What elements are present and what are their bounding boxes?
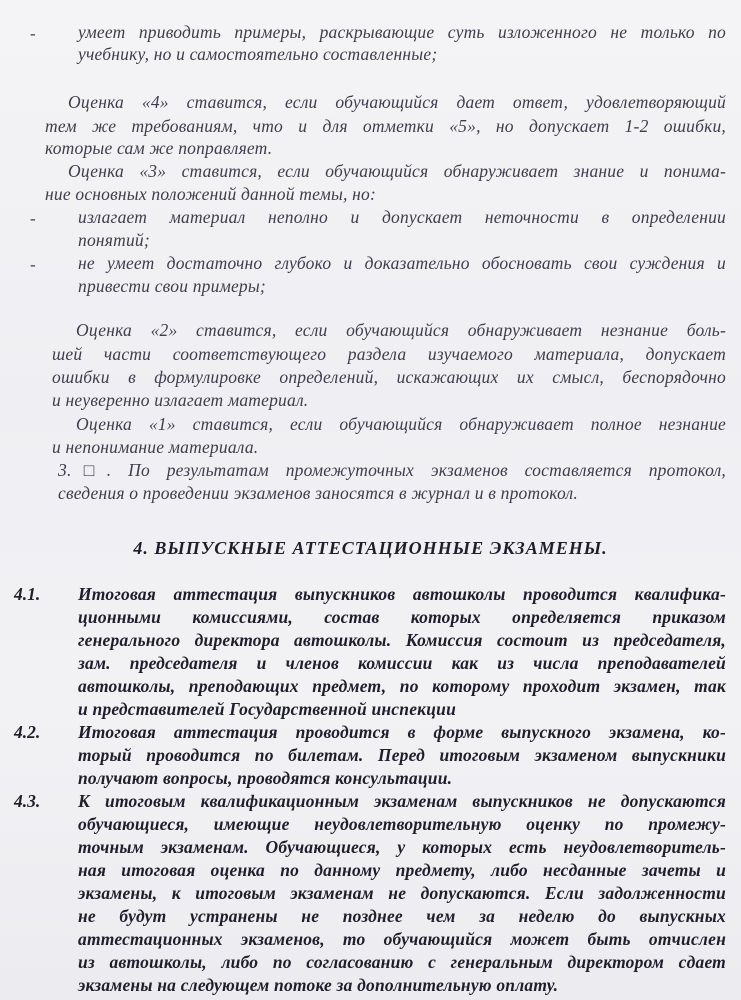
- list-dash: -: [30, 209, 36, 228]
- list-item-text: привести свои примеры;: [78, 276, 266, 296]
- paragraph-line: ошибки в формулировке определений, искажающих их смысл, беспорядочно: [52, 367, 726, 387]
- list-item-text: умеет приводить примеры, раскрывающие суть изложенного не только по: [78, 22, 726, 42]
- item-line: экзамены, к итоговым экзаменам не допускаются. Если задолженности: [78, 883, 726, 903]
- item-line: не будут устранены не позднее чем за неделю до выпускных: [78, 906, 726, 926]
- paragraph-line: Оценка «3» ставится, если обучающийся обнаруживает знание и понима-: [68, 161, 726, 181]
- paragraph-line: шей части соответствующего раздела изучаемого материала, допускает: [52, 344, 726, 364]
- item-line: точным экзаменам. Обучающиеся, у которых есть неудовлетворитель-: [78, 837, 726, 857]
- paragraph-line: и неуверенно излагает материал.: [52, 390, 309, 410]
- list-dash: -: [30, 255, 36, 274]
- item-line: ная итоговая оценка по данному предмету, либо несданные зачеты и: [78, 860, 726, 880]
- list-item-text: понятий;: [78, 230, 150, 250]
- item-line: обучающиеся, имеющие неудовлетворительную оценку по промежу-: [78, 814, 726, 834]
- item-line: К итоговым квалификационным экзаменам выпускников не допускаются: [78, 791, 726, 811]
- list-item-text: учебнику, но и самостоятельно составленные;: [78, 44, 438, 64]
- paragraph-line: которые сам же поправляет.: [45, 138, 273, 158]
- paragraph-line: сведения о проведении экзаменов заносятся в журнал и в протокол.: [58, 483, 578, 503]
- item-line: Итоговая аттестация выпускников автошколы проводится квалифика-: [78, 584, 726, 604]
- paragraph-line: 3.□. По результатам промежуточных экзаменов составляется протокол,: [58, 460, 726, 480]
- item-line: автошколы, преподающих предмет, по которому проходит экзамен, так: [78, 676, 726, 696]
- item-number: 4.1.: [14, 584, 41, 604]
- item-number: 4.2.: [14, 722, 41, 742]
- paragraph-line: тем же требованиям, что и для отметки «5», но допускает 1-2 ошибки,: [45, 116, 726, 136]
- list-dash: -: [30, 24, 36, 43]
- item-line: получают вопросы, проводятся консультации.: [78, 768, 453, 788]
- item-line: и представителей Государственной инспекции: [78, 699, 457, 719]
- item-number: 4.3.: [14, 791, 41, 811]
- item-line: аттестационных экзаменов, то обучающийся может быть отчислен: [78, 929, 726, 949]
- section-heading: 4. ВЫПУСКНЫЕ АТТЕСТАЦИОННЫЕ ЭКЗАМЕНЫ.: [133, 538, 608, 558]
- item-line: ционными комиссиями, состав которых определяется приказом: [78, 607, 726, 627]
- item-line: Итоговая аттестация проводится в форме выпускного экзамена, ко-: [78, 722, 726, 742]
- item-line: экзамены на следующем потоке за дополнительную оплату.: [78, 975, 559, 995]
- paragraph-line: и непонимание материала.: [52, 437, 259, 457]
- list-item-text: излагает материал неполно и допускает неточности в определении: [78, 207, 726, 227]
- item-line: из автошколы, либо по согласованию с генеральным директором сдает: [78, 952, 726, 972]
- item-line: торый проводится по билетам. Перед итоговым экзаменом выпускники: [78, 745, 726, 765]
- item-line: генерального директора автошколы. Комиссия состоит из председателя,: [78, 630, 726, 650]
- paragraph-line: Оценка «1» ставится, если обучающийся обнаруживает полное незнание: [76, 414, 726, 434]
- paragraph-line: Оценка «2» ставится, если обучающийся обнаруживает незнание боль-: [76, 320, 726, 340]
- item-line: зам. председателя и членов комиссии как из числа преподавателей: [78, 653, 726, 673]
- paragraph-line: Оценка «4» ставится, если обучающийся дает ответ, удовлетворяющий: [68, 92, 726, 112]
- paragraph-line: ние основных положений данной темы, но:: [45, 184, 377, 204]
- list-item-text: не умеет достаточно глубоко и доказательно обосновать свои суждения и: [78, 253, 726, 273]
